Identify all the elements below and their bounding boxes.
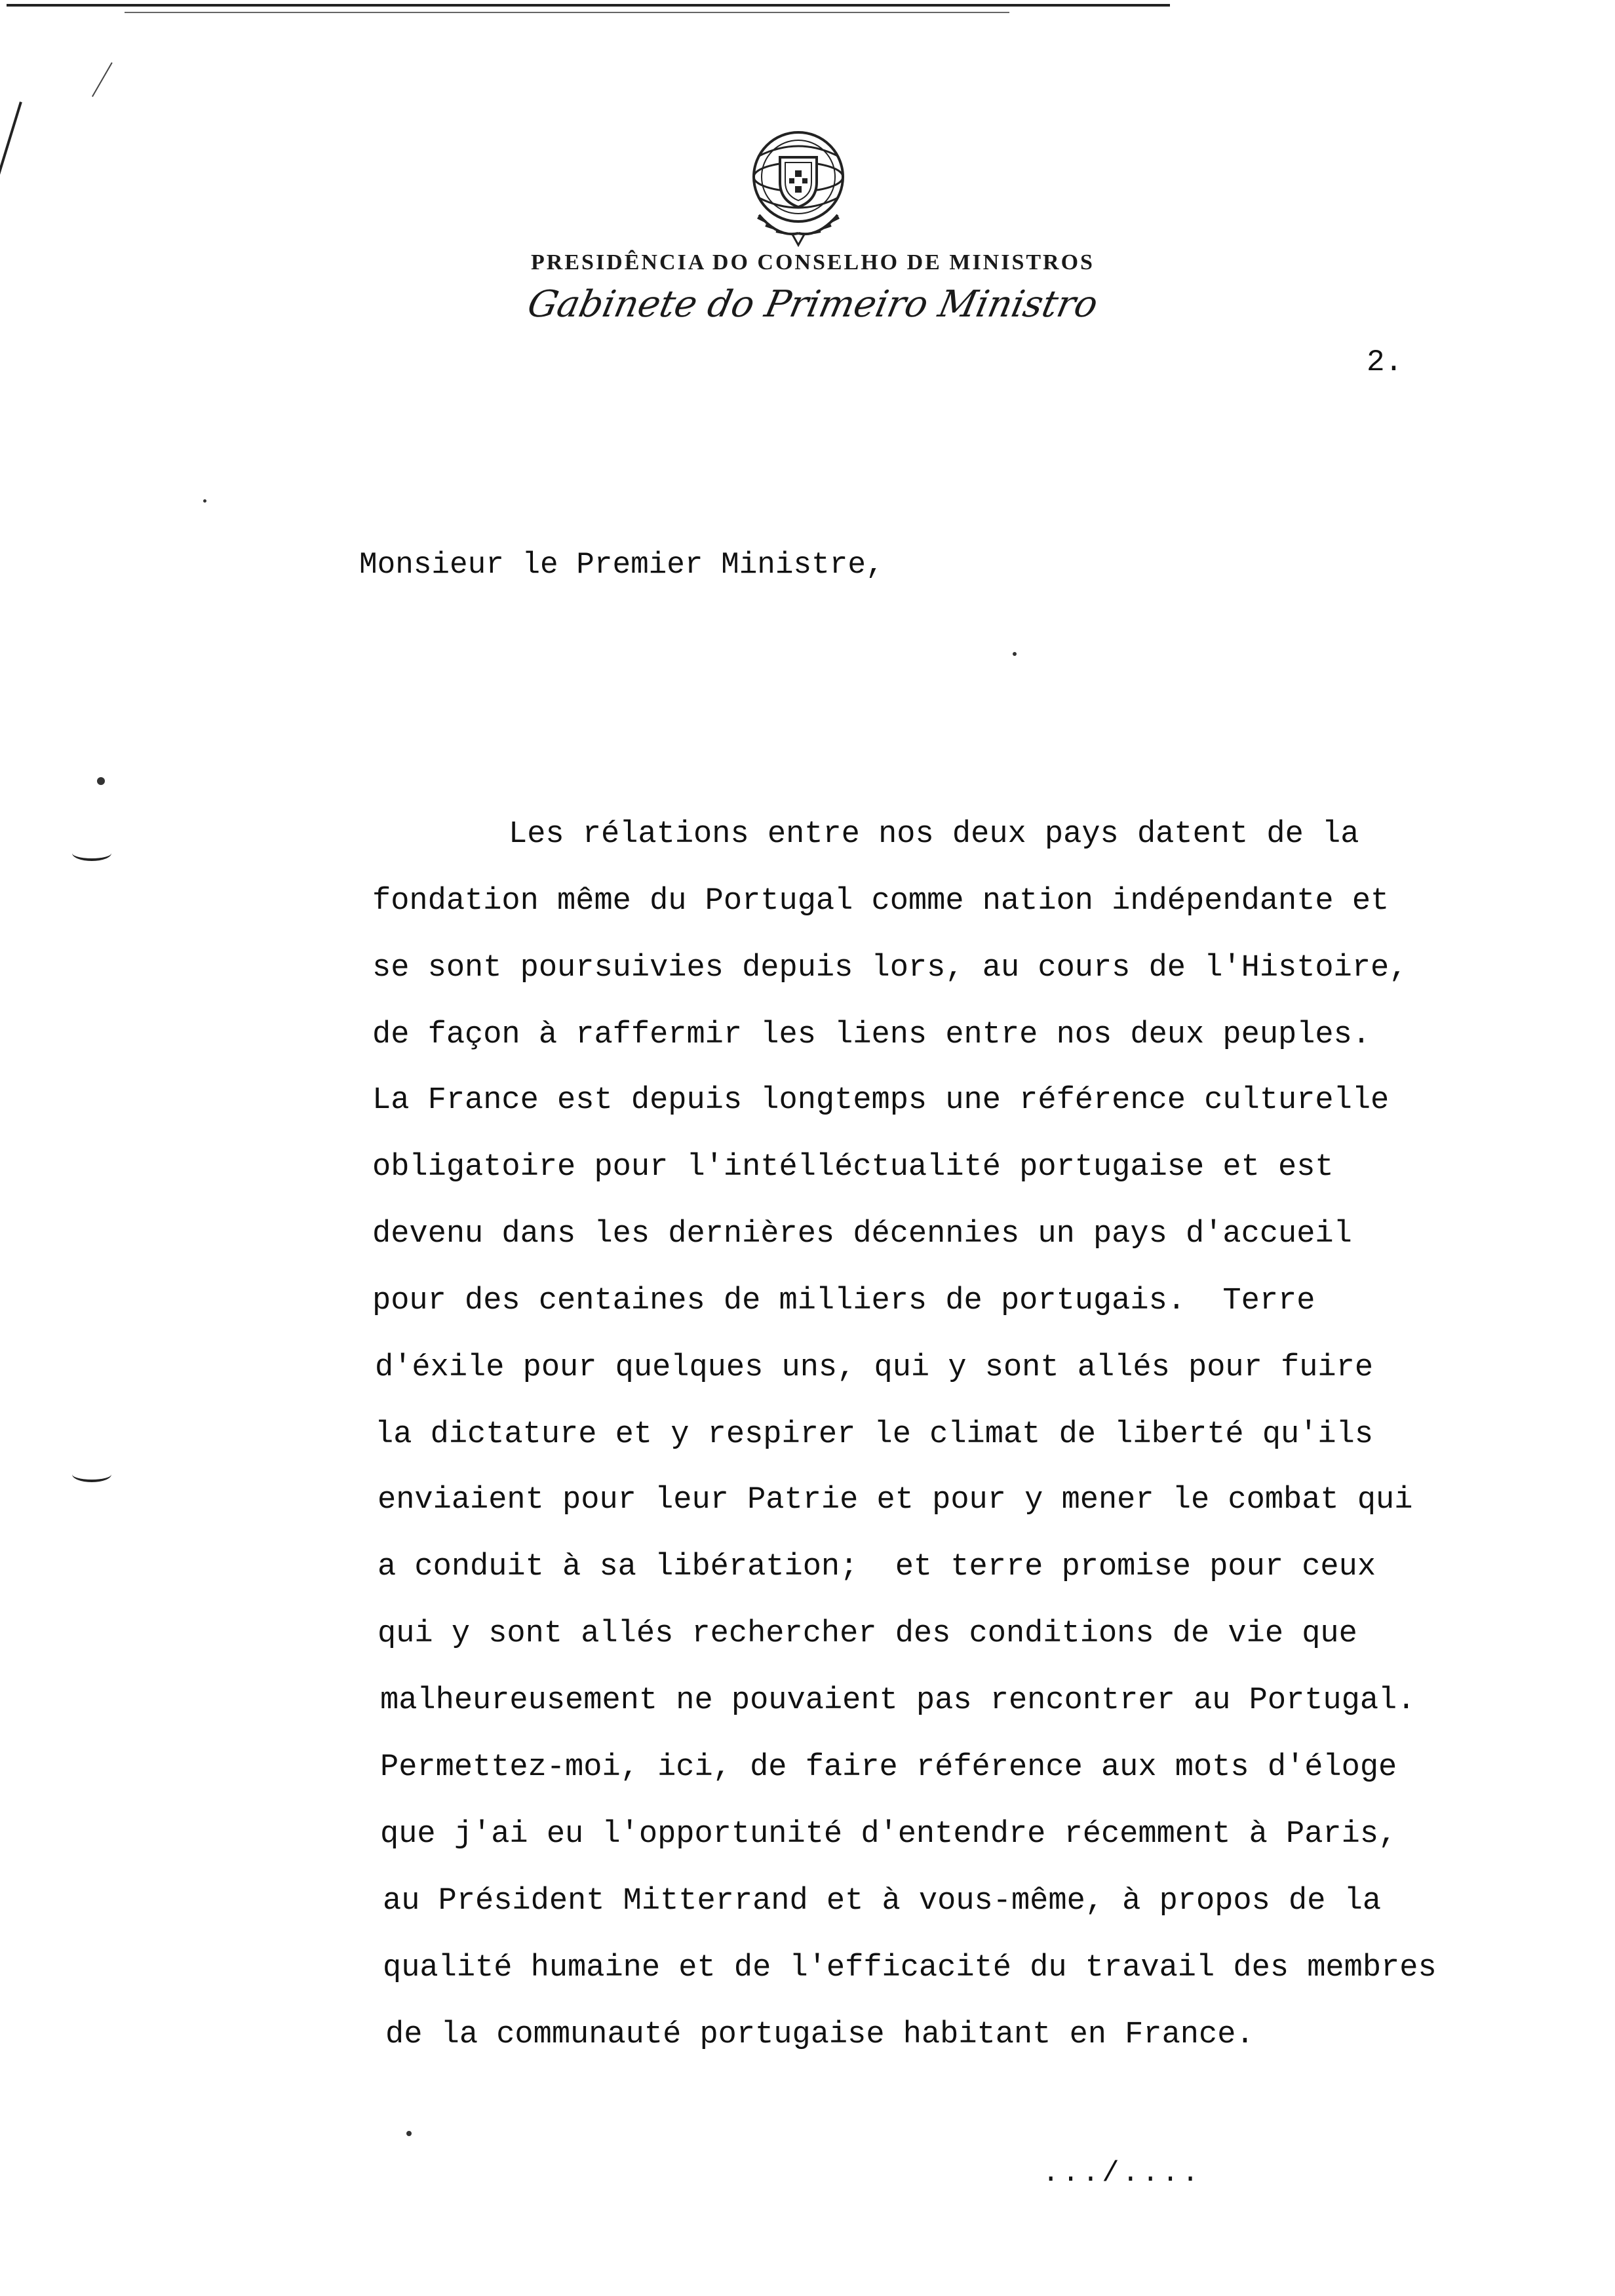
margin-pen-stroke-small	[92, 62, 113, 97]
ministry-name: PRESIDÊNCIA DO CONSELHO DE MINISTROS	[531, 250, 1095, 275]
body-line: enviaient pour leur Patrie et pour y mener le combat qui	[378, 1483, 1413, 1518]
page-number: 2.	[1367, 345, 1403, 379]
top-edge-rule-secondary	[125, 12, 1009, 13]
body-line: obligatoire pour l'intélléctualité portugaise et est	[372, 1150, 1334, 1185]
body-line: la dictature et y respirer le climat de liberté qu'ils	[375, 1417, 1374, 1452]
body-line: Les rélations entre nos deux pays datent de la	[509, 817, 1359, 852]
margin-pen-stroke	[0, 102, 22, 259]
body-line: malheureusement ne pouvaient pas rencontrer au Portugal.	[380, 1683, 1416, 1718]
body-line: que j'ai eu l'opportunité d'entendre récemment à Paris,	[380, 1817, 1397, 1852]
body-line: au Président Mitterrand et à vous-même, à propos de la	[383, 1884, 1382, 1919]
scan-speck	[1013, 652, 1017, 656]
cabinet-name-script: Gabinete do Primeiro Ministro	[524, 283, 1102, 326]
body-line: Permettez-moi, ici, de faire référence aux mots d'éloge	[380, 1750, 1397, 1785]
body-line: pour des centaines de milliers de portugais. Terre	[372, 1284, 1315, 1318]
binder-hole-mark	[72, 845, 111, 861]
body-line: d'éxile pour quelques uns, qui y sont allés pour fuire	[375, 1350, 1374, 1385]
body-line: de façon à raffermir les liens entre nos deux peuples.	[372, 1018, 1371, 1052]
top-edge-rule	[7, 4, 1170, 7]
scan-speck	[406, 2131, 412, 2136]
continuation-mark: .../....	[1042, 2157, 1202, 2190]
salutation: Monsieur le Premier Ministre,	[359, 548, 884, 582]
body-line: qualité humaine et de l'efficacité du travail des membres	[383, 1951, 1437, 1985]
scan-speck	[97, 777, 105, 785]
body-line: se sont poursuivies depuis lors, au cours de l'Histoire,	[372, 951, 1408, 985]
body-line: devenu dans les dernières décennies un pays d'accueil	[372, 1217, 1352, 1252]
body-line: fondation même du Portugal comme nation indépendante et	[372, 884, 1390, 919]
binder-hole-mark	[72, 1466, 111, 1482]
body-line: qui y sont allés rechercher des conditions de vie que	[378, 1617, 1357, 1651]
body-line: a conduit à sa libération; et terre promise pour ceux	[378, 1550, 1376, 1584]
body-line: de la communauté portugaise habitant en France.	[385, 2018, 1255, 2052]
body-line: La France est depuis longtemps une référence culturelle	[372, 1083, 1390, 1118]
coat-of-arms-icon	[733, 117, 864, 248]
scan-speck	[203, 499, 206, 503]
